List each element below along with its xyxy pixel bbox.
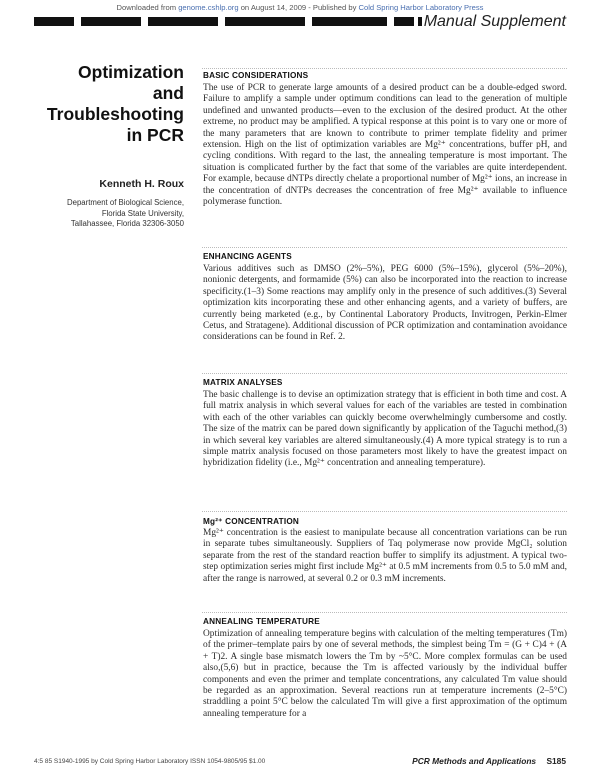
affiliation: Department of Biological Science, Florida State University, Tallahassee, Florida 32306-3050 bbox=[66, 198, 184, 228]
section-heading: MATRIX ANALYSES bbox=[203, 378, 283, 387]
download-prefix: Downloaded from bbox=[116, 3, 177, 12]
section-divider bbox=[202, 511, 567, 512]
running-header bbox=[34, 14, 566, 30]
section-heading: ANNEALING TEMPERATURE bbox=[203, 617, 320, 626]
journal-footer bbox=[412, 756, 566, 766]
section-heading: ENHANCING AGENTS bbox=[203, 252, 292, 261]
page-footer bbox=[34, 758, 566, 765]
publisher-link[interactable]: Cold Spring Harbor Laboratory Press bbox=[358, 3, 484, 12]
copyright-line: 4:5 85 S1940-1995 by Cold Spring Harbor Laboratory ISSN 1054-9805/95 $1.00 bbox=[34, 758, 266, 765]
page-number: S185 bbox=[546, 756, 566, 766]
section-divider bbox=[202, 373, 567, 374]
section-divider bbox=[202, 612, 567, 613]
journal-name: PCR Methods and Applications bbox=[412, 756, 537, 766]
section-label: Manual Supplement bbox=[423, 13, 566, 30]
download-line bbox=[0, 3, 600, 12]
section-body: Optimization of annealing temperature begins with calculation of the melting temperatures (Tm) of the primer–template pairs by one of several methods, the simplest being Tm = (G + C)4 + (A + T)2. A single base mismatch lowers the Tm by ~5°C. More complex formulas can be used also,(5,6) but in practice, because the Tm is affected variously by the individual buffer components and even the primer and template concentrations, any calculated Tm value should be regarded as an approximation. Several reactions run at temperature increments (2–5°C) straddling a point 5°C below the calculated Tm will give a first approximation of the optimum annealing temperature for a bbox=[203, 629, 567, 719]
section-divider bbox=[202, 247, 567, 248]
site-link[interactable]: genome.cshlp.org bbox=[178, 3, 239, 12]
download-date: on August 14, 2009 - Published by bbox=[240, 3, 357, 12]
article-title: Optimization and Troubleshooting in PCR bbox=[46, 62, 184, 145]
section-body: The basic challenge is to devise an optimization strategy that is efficient in both time and cost. A full matrix analysis in which several values for each of the variables are tested in combination with each of the other variables can quickly become overwhelmingly cumbersome and costly. The size of the matrix can be pared down significantly by application of the Taguchi method,(3) in which several key variables are altered simultaneously.(4) A more typical strategy is to run a simple matrix analysis focused on those parameters most likely to have the greatest impact on hybridization fidelity (i.e., Mg²⁺ concentration and annealing temperature). bbox=[203, 390, 567, 469]
section-divider bbox=[202, 68, 567, 69]
section-heading: Mg²⁺ CONCENTRATION bbox=[203, 517, 300, 526]
section-body: Mg²⁺ concentration is the easiest to manipulate because all concentration variations can be run in separate tubes simultaneously. Suppliers of Taq polymerase now provide MgCl₂ solution separate from the rest of the standard reaction buffer to simplify its adjustment. A typical two-step optimization series might first include Mg²⁺ at 0.5 mM increments from 0.5 to 5.0 mM and, after the range is narrowed, at several 0.2 or 0.3 mM increments. bbox=[203, 528, 567, 584]
section-body: Various additives such as DMSO (2%–5%), PEG 6000 (5%–15%), glycerol (5%–20%), nonionic detergents, and formamide (5%) can also be incorporated into the reaction to increase specificity.(1–3) Some reactions may amplify only in the presence of such additives.(3) Several optimization kits incorporating these and other enhancing agents, and a variety of buffers, are currently being marketed (e.g., by Continental Laboratory Products, Invitrogen, Perkin-Elmer Cetus, and Stratagene). Additional discussion of PCR optimization and contamination avoidance considerations can be found in Ref. 2. bbox=[203, 264, 567, 343]
section-heading: BASIC CONSIDERATIONS bbox=[203, 71, 309, 80]
author-name: Kenneth H. Roux bbox=[99, 178, 184, 190]
section-body: The use of PCR to generate large amounts of a desired product can be a double-edged sword. Failure to amplify a sample under optimum conditions can lead to the generation of multiple undefined and unwanted products—even to the exclusion of the desired product. At the other extreme, no product may be amplified. A typical response at this point is to vary one or more of the many parameters that are known to contribute to primer template fidelity and primer extension. High on the list of optimization variables are Mg²⁺ concentrations, buffer pH, and cycling conditions. With regard to the last, the annealing temperature is most important. The situation is complicated further by the fact that some of the variables are quite interdependent. For example, because dNTPs directly chelate a proportional number of Mg²⁺ ions, an increase in the concentration of dNTPs decreases the concentration of free Mg²⁺ available to influence polymerase function. bbox=[203, 83, 567, 208]
